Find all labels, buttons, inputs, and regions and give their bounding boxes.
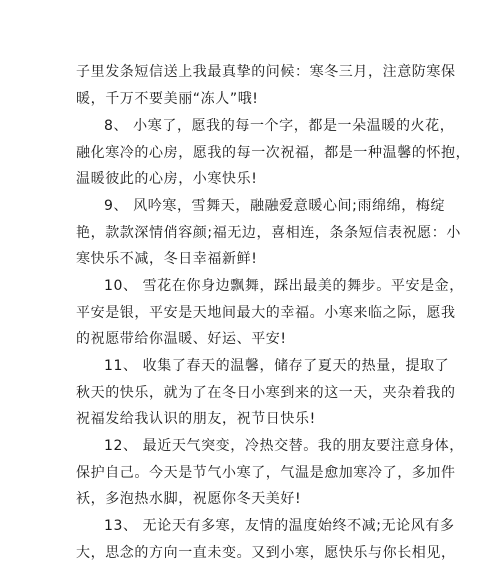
text-line: 暖，千万不要美丽“冻人”哦! [76,91,259,107]
paragraph-8-start: 8、 小寒了，愿我的每一个字，都是一朵温暖的火花， [104,118,455,134]
text-line: 袄，多泡热水脚，祝愿你冬天美好! [76,491,302,507]
text-line: 融化寒冷的心房，愿我的每一次祝福，都是一种温馨的怀抱， [76,145,471,161]
paragraph-11-start: 11、 收集了春天的温馨，储存了夏天的热量，提取了 [104,358,450,374]
text-line: 的祝愿带给你温暖、好运、平安! [76,331,287,347]
text-line: 大，思念的方向一直未变。又到小寒，愿快乐与你长相见， [76,545,456,561]
paragraph-12-start: 12、 最近天气突变，冷热交替。我的朋友要注意身体， [104,438,464,454]
text-line: 秋天的快乐，就为了在冬日小寒到来的这一天，夹杂着我的 [76,385,456,401]
text-line: 保护自己。今天是节气小寒了，气温是愈加寒冷了，多加件 [76,465,456,481]
text-line: 温暖彼此的心房，小寒快乐! [76,171,258,187]
text-line: 子里发条短信送上我最真挚的问候：寒冬三月，注意防寒保 [76,64,456,80]
text-line: 艳，款款深情俏容颜;福无边，喜相连，条条短信表祝愿：小 [76,225,461,241]
paragraph-9-start: 9、 风吟寒，雪舞天，融融爱意暖心间;雨绵绵，梅绽 [104,198,446,214]
text-line: 寒快乐不减，冬日幸福新鲜! [76,251,258,267]
paragraph-13-start: 13、 无论天有多寒，友情的温度始终不减;无论风有多 [104,518,455,534]
text-line: 平安是银，平安是天地间最大的幸福。小寒来临之际，愿我 [76,305,456,321]
text-line: 祝福发给我认识的朋友，祝节日快乐! [76,411,316,427]
paragraph-10-start: 10、 雪花在你身边飘舞，踩出最美的舞步。平安是金， [104,278,464,294]
